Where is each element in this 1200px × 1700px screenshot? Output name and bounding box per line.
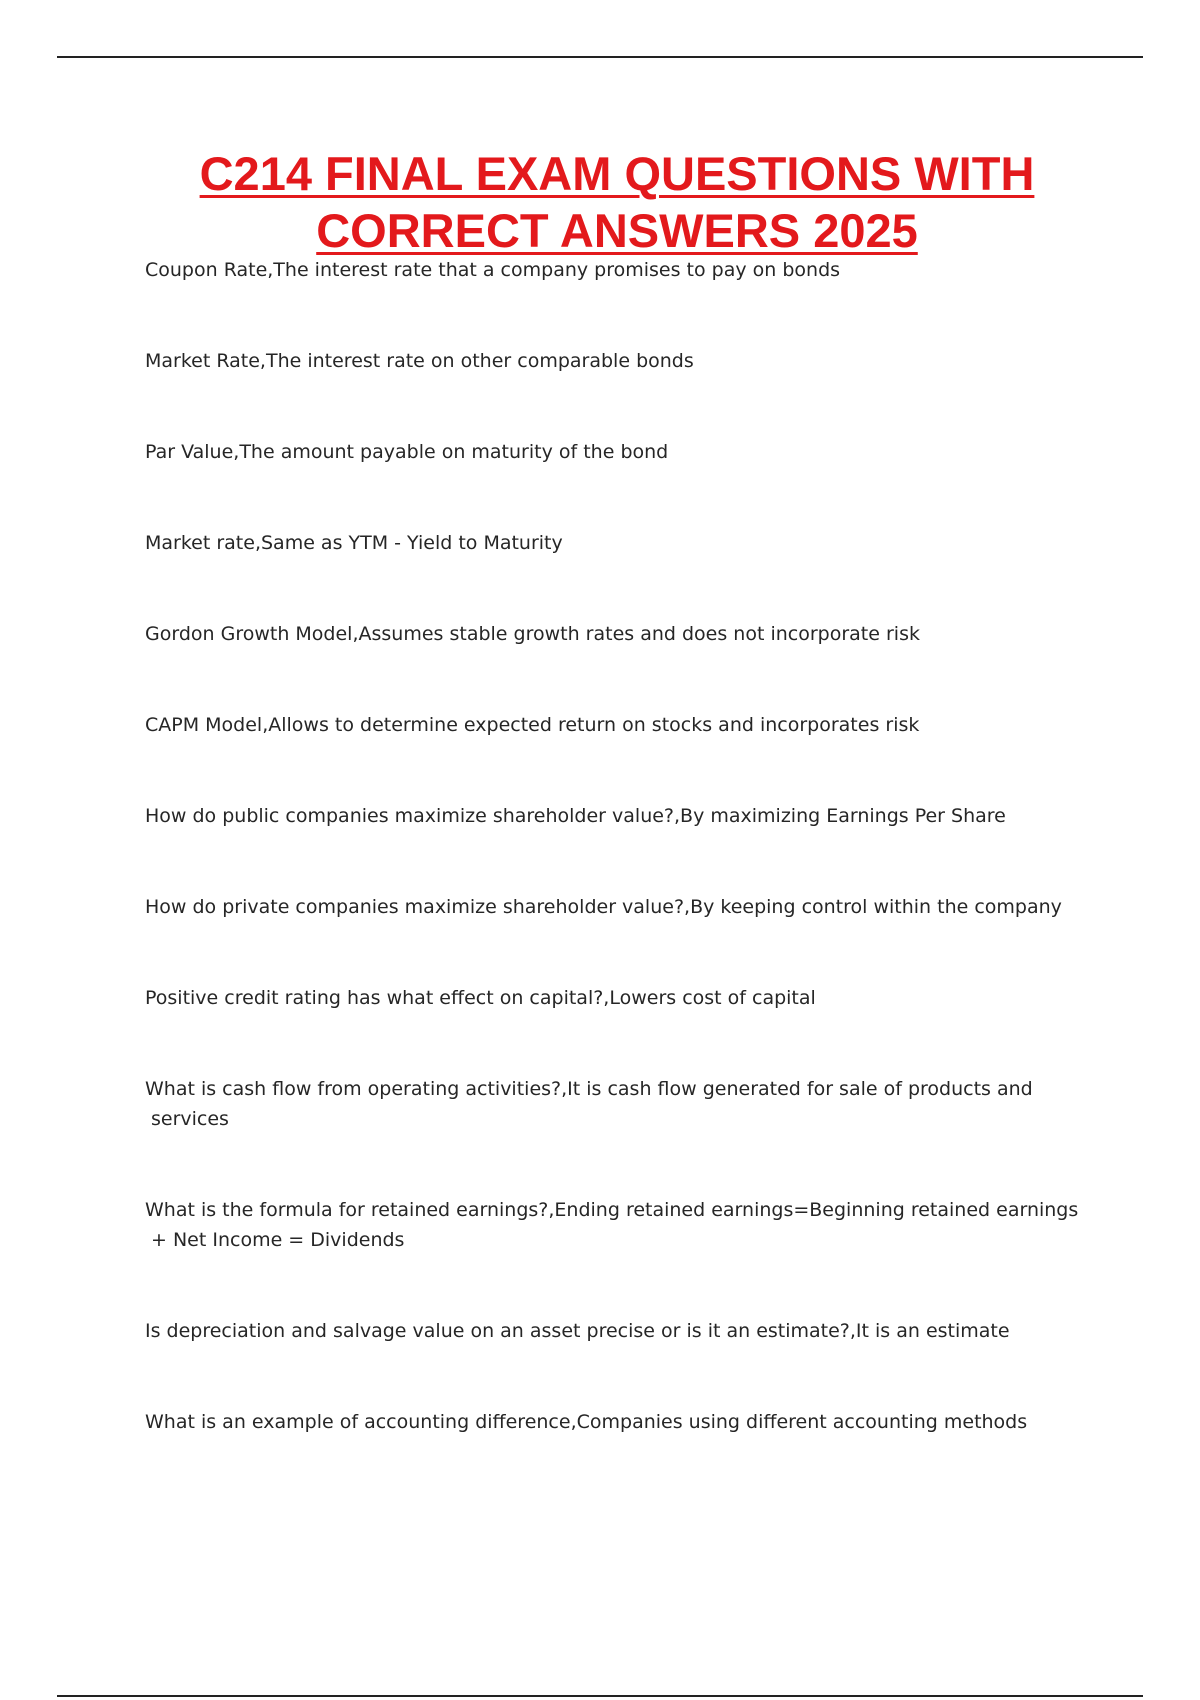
qa-list xyxy=(145,255,1095,1498)
qa-item: What is cash flow from operating activities?,It is cash flow generated for sale of products and services xyxy=(145,1078,1033,1130)
bottom-rule xyxy=(57,1695,1143,1697)
document-title xyxy=(0,145,1200,259)
title-line-2: CORRECT ANSWERS 2025 xyxy=(316,204,918,257)
qa-item: Gordon Growth Model,Assumes stable growth rates and does not incorporate risk xyxy=(145,623,920,645)
title-line-1: C214 FINAL EXAM QUESTIONS WITH xyxy=(199,147,1035,200)
qa-item: CAPM Model,Allows to determine expected return on stocks and incorporates risk xyxy=(145,714,920,736)
qa-item: Positive credit rating has what effect on capital?,Lowers cost of capital xyxy=(145,987,816,1009)
qa-item: Market rate,Same as YTM - Yield to Maturity xyxy=(145,532,563,554)
top-rule xyxy=(57,56,1143,58)
qa-item: Coupon Rate,The interest rate that a company promises to pay on bonds xyxy=(145,259,841,281)
qa-item: Par Value,The amount payable on maturity of the bond xyxy=(145,441,669,463)
qa-item: How do private companies maximize shareholder value?,By keeping control within the company xyxy=(145,896,1062,918)
qa-item: What is an example of accounting difference,Companies using different accounting methods xyxy=(145,1411,1028,1433)
qa-item: What is the formula for retained earnings?,Ending retained earnings=Beginning retained earnings + Net Income = Dividends xyxy=(145,1199,1079,1251)
qa-item: How do public companies maximize shareholder value?,By maximizing Earnings Per Share xyxy=(145,805,1006,827)
qa-item: Market Rate,The interest rate on other comparable bonds xyxy=(145,350,694,372)
qa-item: Is depreciation and salvage value on an asset precise or is it an estimate?,It is an estimate xyxy=(145,1320,1010,1342)
